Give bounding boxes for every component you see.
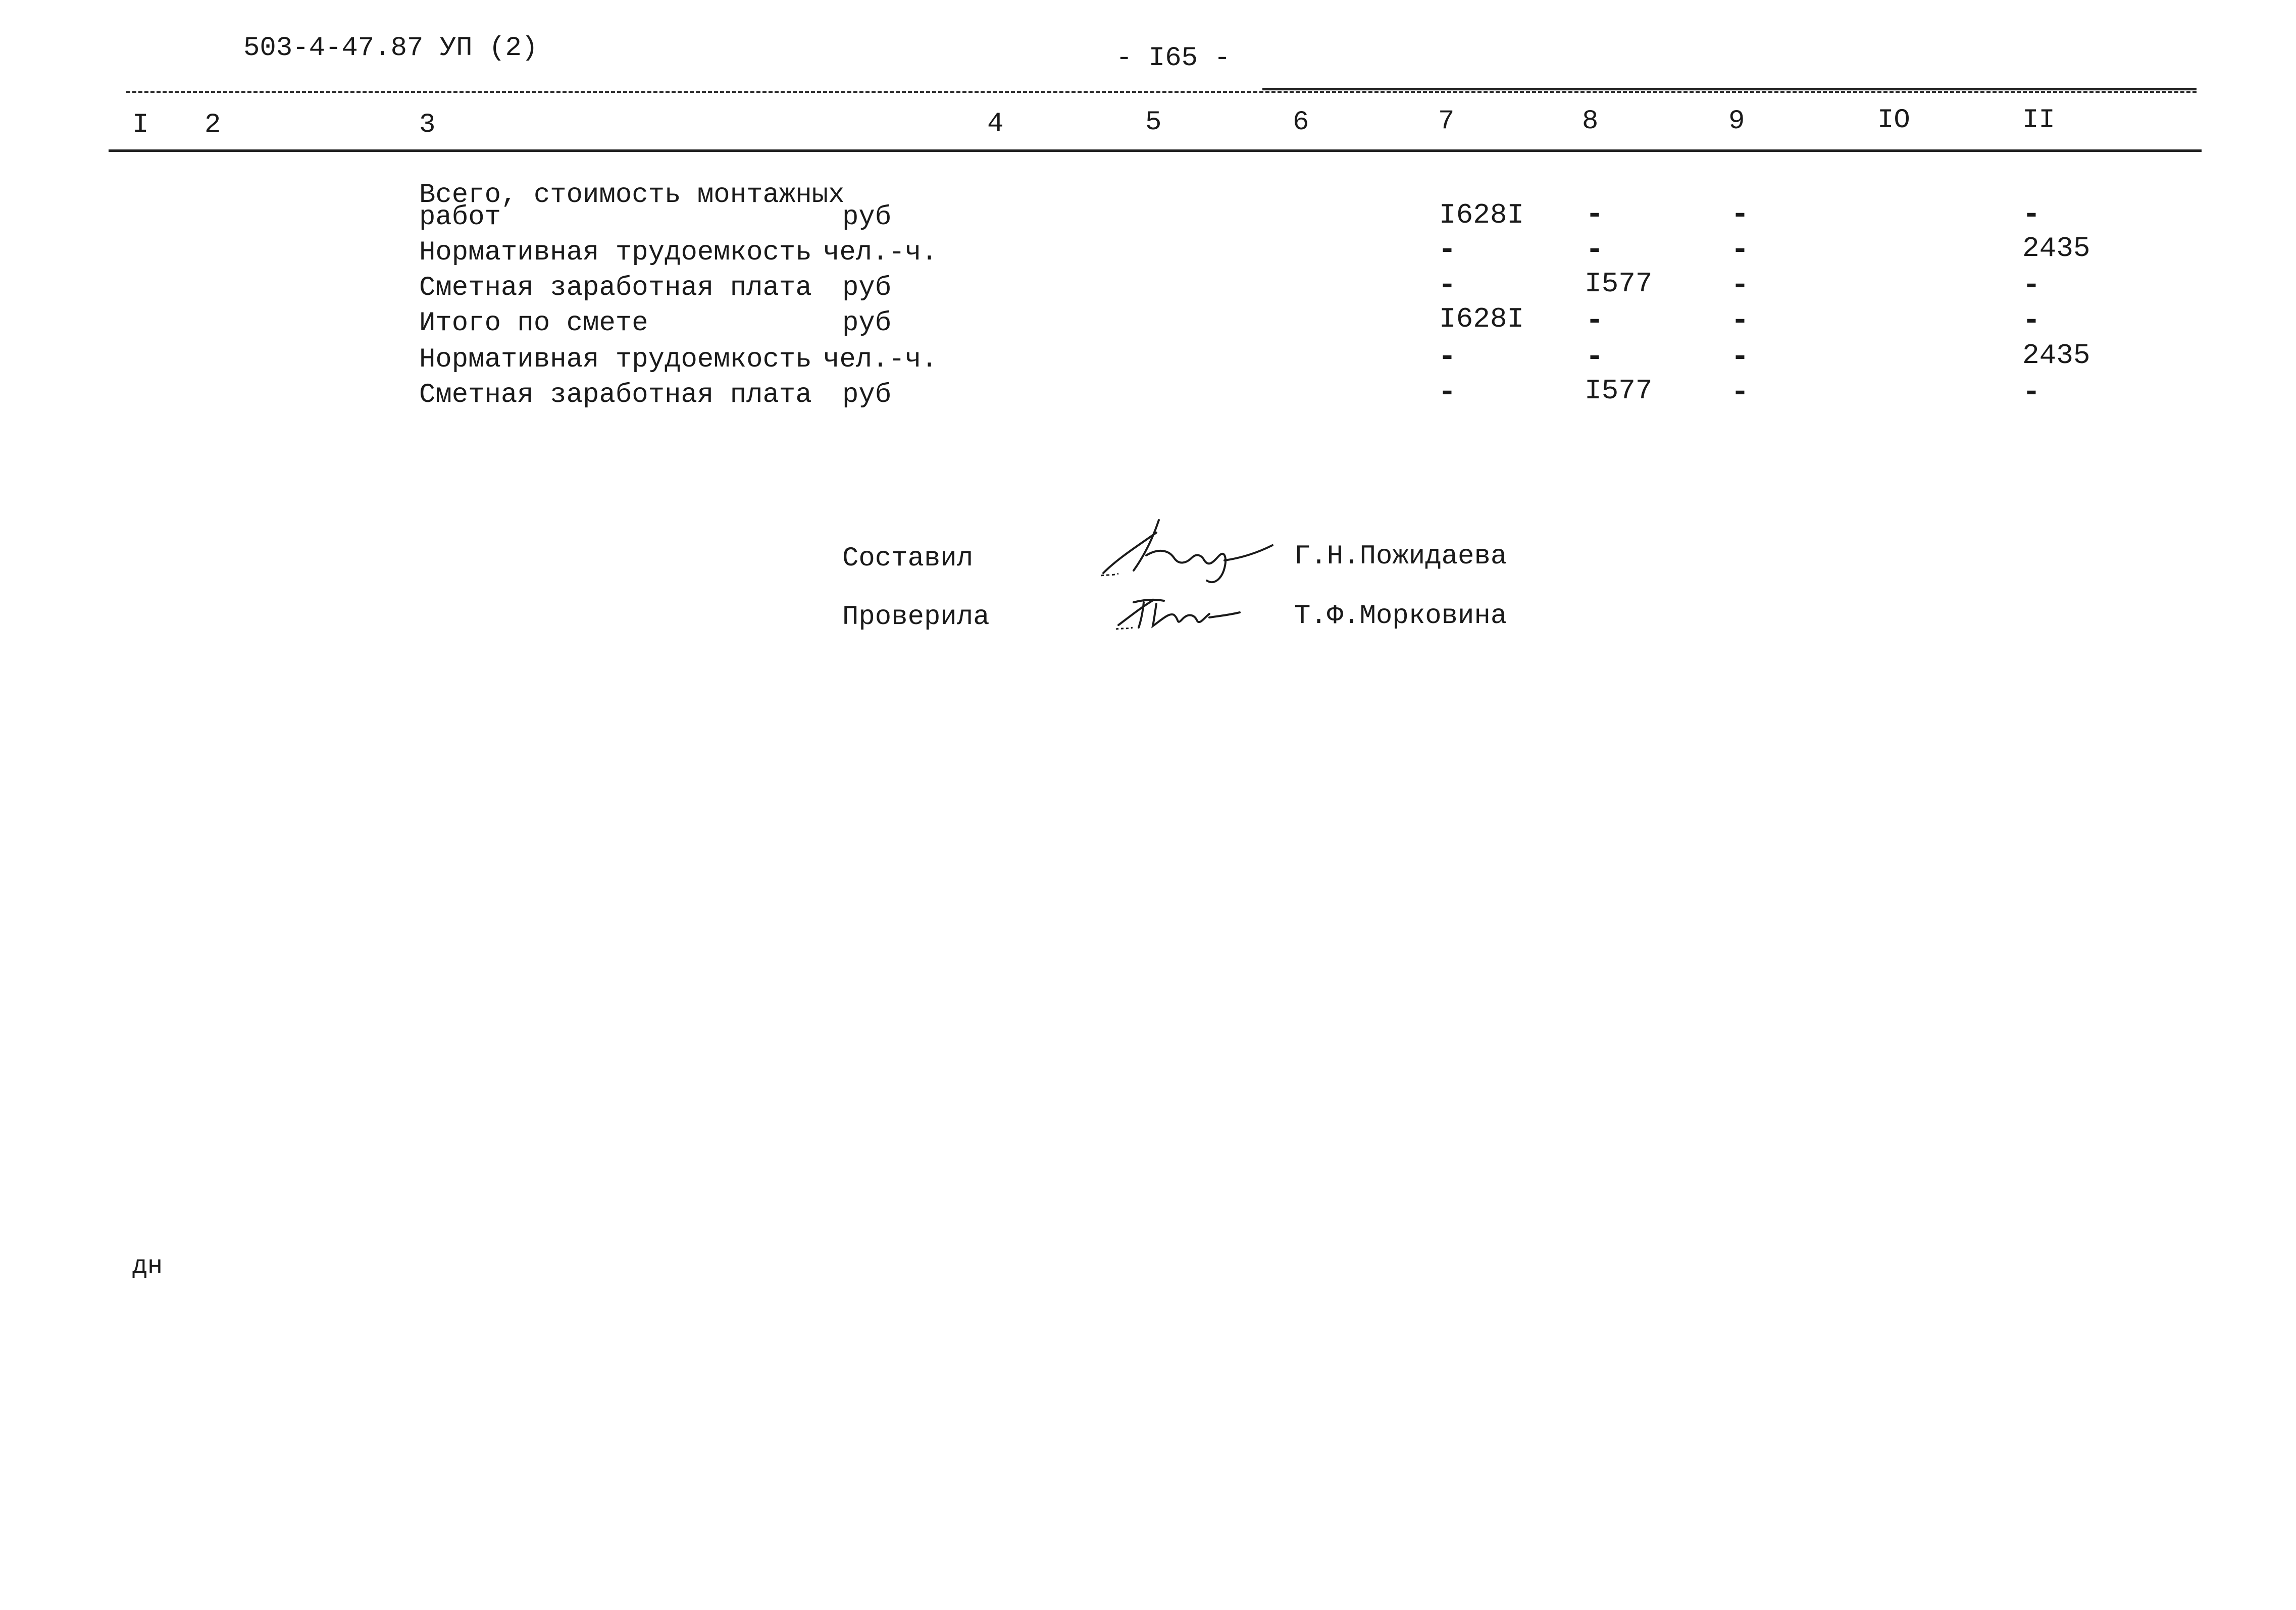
cell-col11: - bbox=[2022, 376, 2041, 410]
row-name: Нормативная трудоемкость bbox=[419, 237, 812, 268]
row-name: Итого по смете bbox=[419, 308, 648, 339]
column-header: 9 bbox=[1728, 106, 1745, 137]
checked-by-name: Т.Ф.Морковина bbox=[1294, 601, 1507, 632]
cell-col11: 2435 bbox=[2022, 339, 2090, 372]
cell-col7: I628I bbox=[1439, 303, 1524, 335]
row-name: Сметная заработная плата bbox=[419, 380, 812, 410]
row-unit: чел.-ч. bbox=[823, 237, 938, 268]
cell-col7: - bbox=[1438, 269, 1457, 303]
row-unit: руб bbox=[842, 308, 892, 339]
cell-col9: - bbox=[1731, 304, 1750, 338]
checked-by-label: Проверила bbox=[842, 602, 990, 633]
row-name: работ bbox=[419, 202, 501, 233]
column-header: I bbox=[132, 110, 149, 140]
compiled-signature bbox=[1098, 510, 1280, 586]
column-header: 6 bbox=[1293, 107, 1309, 138]
cell-col9: - bbox=[1731, 198, 1750, 232]
cell-col11: - bbox=[2022, 304, 2041, 338]
cell-col11: - bbox=[2022, 269, 2041, 303]
top-dashed-rule bbox=[126, 91, 2197, 93]
row-unit: руб bbox=[842, 380, 892, 410]
column-header: 4 bbox=[987, 109, 1004, 139]
column-header: 3 bbox=[419, 110, 436, 140]
cell-col9: - bbox=[1731, 269, 1750, 303]
cell-col8: I577 bbox=[1585, 375, 1653, 407]
top-rule-right bbox=[1262, 88, 2197, 90]
page-number: - I65 - bbox=[1116, 43, 1231, 74]
header-bottom-rule bbox=[109, 149, 2202, 152]
column-header: IO bbox=[1877, 105, 1910, 136]
cell-col11: - bbox=[2022, 198, 2041, 232]
column-header: 5 bbox=[1145, 107, 1162, 138]
document-code: 503-4-47.87 УП (2) bbox=[243, 33, 538, 64]
row-unit: чел.-ч. bbox=[823, 344, 938, 375]
footer-mark: дн bbox=[132, 1252, 163, 1281]
row-name: Сметная заработная плата bbox=[419, 273, 812, 303]
cell-col8: - bbox=[1586, 340, 1604, 375]
cell-col9: - bbox=[1731, 233, 1750, 268]
column-header: 8 bbox=[1582, 106, 1599, 137]
cell-col8: - bbox=[1586, 198, 1604, 232]
row-name: Нормативная трудоемкость bbox=[419, 344, 812, 375]
cell-col7: I628I bbox=[1439, 199, 1524, 231]
cell-col7: - bbox=[1438, 376, 1457, 410]
column-header: 2 bbox=[205, 110, 221, 140]
cell-col8: - bbox=[1586, 304, 1604, 338]
cell-col8: - bbox=[1586, 233, 1604, 268]
cell-col9: - bbox=[1731, 376, 1750, 410]
cell-col11: 2435 bbox=[2022, 232, 2090, 265]
row-unit: руб bbox=[842, 202, 892, 233]
checked-signature bbox=[1113, 590, 1245, 635]
column-header: II bbox=[2022, 105, 2055, 136]
cell-col8: I577 bbox=[1585, 268, 1653, 300]
compiled-by-name: Г.Н.Пожидаева bbox=[1294, 541, 1507, 572]
cell-col7: - bbox=[1438, 233, 1457, 268]
row-unit: руб bbox=[842, 273, 892, 303]
cell-col7: - bbox=[1438, 340, 1457, 375]
row-name: Всего, стоимость монтажных bbox=[419, 180, 845, 211]
cell-col9: - bbox=[1731, 340, 1750, 375]
compiled-by-label: Составил bbox=[842, 543, 974, 574]
column-header: 7 bbox=[1438, 106, 1455, 137]
